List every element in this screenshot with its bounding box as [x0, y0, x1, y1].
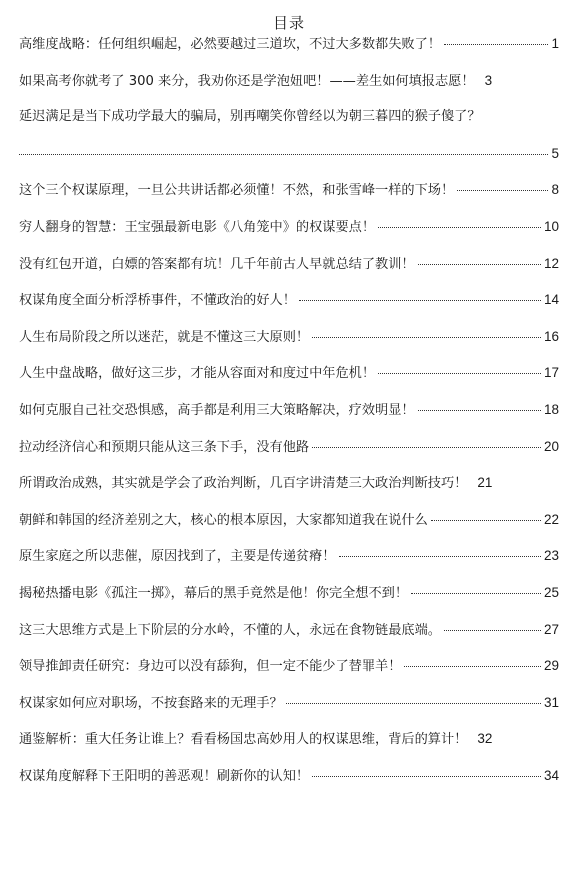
toc-entry[interactable]	[19, 181, 559, 218]
toc-heading: 目录	[272, 14, 305, 32]
toc-entry[interactable]	[19, 35, 559, 72]
toc-entry-title: 这个三个权谋原理，一旦公共讲话都必须懂！不然，和张雪峰一样的下场！	[19, 183, 455, 199]
toc-entry-title: 权谋家如何应对职场，不按套路来的无理手？	[19, 695, 283, 711]
toc-entry-page: 32	[477, 731, 493, 747]
toc-entry-page: 18	[543, 401, 559, 417]
toc-entry-page: 31	[543, 694, 559, 710]
dot-leader	[339, 556, 541, 557]
dot-leader	[378, 373, 541, 374]
toc-entry[interactable]	[19, 547, 559, 584]
dot-leader	[312, 337, 541, 338]
toc-entry[interactable]	[19, 291, 559, 328]
toc-entry[interactable]	[19, 730, 559, 767]
toc-entry[interactable]	[19, 767, 559, 804]
toc-entry[interactable]	[19, 401, 559, 438]
toc-entry[interactable]	[19, 72, 559, 109]
toc-entry-title: 延迟满足是当下成功学最大的骗局，别再嘲笑你曾经以为朝三暮四的猴子傻了？	[19, 109, 481, 125]
toc-entries	[19, 35, 559, 803]
toc-entry-title: 如何克服自己社交恐惧感，高手都是利用三大策略解决，疗效明显！	[19, 402, 415, 418]
toc-entry-page: 20	[543, 438, 559, 454]
toc-entry-page: 14	[543, 292, 559, 308]
toc-entry-page: 10	[543, 218, 559, 234]
dot-leader	[404, 666, 541, 667]
toc-entry-page: 16	[543, 328, 559, 344]
toc-entry-page: 29	[543, 658, 559, 674]
toc-entry-title: 通鉴解析：重大任务让谁上？看看杨国忠高妙用人的权谋思维，背后的算计！	[19, 732, 468, 748]
toc-entry-continued[interactable]	[19, 145, 559, 182]
toc-entry-page: 3	[484, 72, 493, 88]
toc-entry-page: 12	[543, 255, 559, 271]
toc-entry-title: 高维度战略：任何组织崛起，必然要越过三道坎，不过大多数都失败了！	[19, 37, 441, 52]
dot-leader	[312, 447, 541, 448]
dot-leader	[418, 410, 541, 411]
toc-entry[interactable]	[19, 584, 559, 621]
toc-entry-title: 没有红包开道，白嫖的答案都有坑！几千年前古人早就总结了教训！	[19, 256, 415, 272]
toc-entry-title: 拉动经济信心和预期只能从这三条下手，没有他路	[19, 439, 310, 455]
dot-leader	[378, 227, 541, 228]
toc-entry-title: 人生布局阶段之所以迷茫，就是不懂这三大原则！	[19, 329, 310, 345]
dot-leader	[444, 44, 548, 45]
toc-entry[interactable]	[19, 108, 559, 145]
toc-entry-page: 21	[477, 475, 493, 491]
toc-entry-title: 原生家庭之所以悲催，原因找到了，主要是传递贫瘠！	[19, 549, 336, 565]
toc-entry-title: 领导推卸责任研究：身边可以没有舔狗，但一定不能少了替罪羊！	[19, 659, 402, 675]
toc-entry-page: 5	[551, 145, 559, 161]
dot-leader	[418, 264, 541, 265]
toc-entry[interactable]	[19, 621, 559, 658]
toc-entry-page: 25	[543, 584, 559, 600]
toc-entry[interactable]	[19, 474, 559, 511]
toc-entry[interactable]	[19, 218, 559, 255]
toc-entry-page: 1	[551, 36, 559, 51]
toc-entry-title: 权谋角度解释下王阳明的善恶观！刷新你的认知！	[19, 768, 310, 784]
toc-entry[interactable]	[19, 255, 559, 292]
dot-leader	[411, 593, 541, 594]
toc-entry-page: 22	[543, 511, 559, 527]
toc-entry-title: 揭秘热播电影《孤注一掷》，幕后的黑手竟然是他！你完全想不到！	[19, 585, 409, 601]
toc-entry-page: 34	[543, 767, 559, 783]
dot-leader	[299, 300, 541, 301]
toc-entry-title: 穷人翻身的智慧：王宝强最新电影《八角笼中》的权谋要点！	[19, 219, 376, 235]
toc-entry[interactable]	[19, 657, 559, 694]
toc-entry[interactable]	[19, 438, 559, 475]
toc-entry[interactable]	[19, 328, 559, 365]
toc-entry-page: 27	[543, 621, 559, 637]
toc-entry-title: 权谋角度全面分析浮桥事件，不懂政治的好人！	[19, 293, 296, 309]
dot-leader	[312, 776, 541, 777]
dot-leader	[19, 154, 548, 155]
toc-entry[interactable]	[19, 694, 559, 731]
toc-entry-title: 所谓政治成熟，其实就是学会了政治判断，几百字讲清楚三大政治判断技巧！	[19, 476, 468, 492]
dot-leader	[286, 703, 541, 704]
toc-entry-title: 如果高考你就考了 300 来分，我劝你还是学泡妞吧！——差生如何填报志愿！	[19, 73, 475, 89]
toc-entry[interactable]	[19, 511, 559, 548]
toc-entry[interactable]	[19, 364, 559, 401]
toc-entry-title: 朝鲜和韩国的经济差别之大，核心的根本原因，大家都知道我在说什么	[19, 512, 428, 528]
toc-entry-page: 23	[543, 548, 559, 564]
dot-leader	[457, 190, 548, 191]
dot-leader	[444, 630, 541, 631]
toc-entry-title: 这三大思维方式是上下阶层的分水岭，不懂的人，永远在食物链最底端。	[19, 622, 441, 638]
toc-entry-page: 8	[551, 182, 559, 198]
dot-leader	[431, 520, 541, 521]
toc-entry-page: 17	[543, 365, 559, 381]
toc-entry-title: 人生中盘战略，做好这三步，才能从容面对和度过中年危机！	[19, 366, 376, 382]
